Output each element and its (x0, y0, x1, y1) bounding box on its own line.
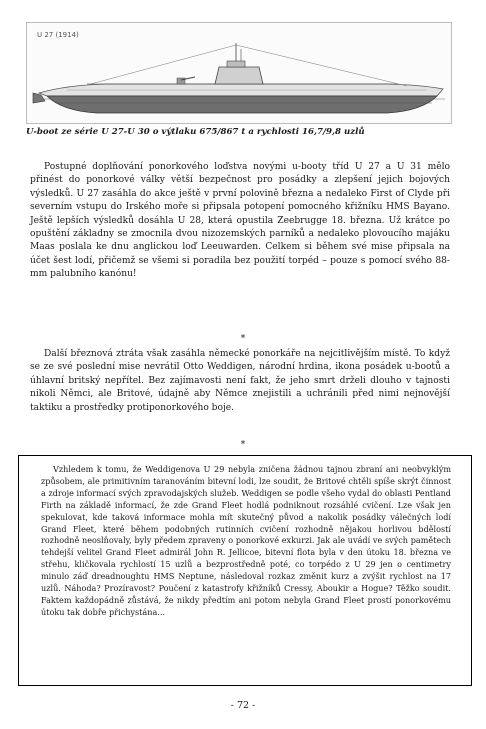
figure-label: U 27 (1914) (37, 31, 79, 39)
section-separator: * (240, 334, 246, 344)
paragraph-1: Postupné doplňování ponorkového loďstva novými u-booty tříd U 27 a U 31 mělo přinést do ponorkové války větší bezpečnost pro posádky a zlepšení jejich bojových výsledků. U 27 zasáhla do akce ještě v první polovině března a nedaleko First of Clyde při severním vstupu do Irského moře si připsala potopení pomocného křižníku HMS Bayano. Ještě lepších výsledků dosáhla U 28, která opustila Zeebrugge 18. března. Už krátce po opuštění základny se zmocnila dvou nizozemských parníků a nedaleko plovoucího majáku Maas poslala ke dnu anglickou loď Leeuwarden. Celkem si během své mise připsala na účet šest lodí, přičemž se všemi si poradila bez použití torpéd – pouze s pomocí svého 88-mm palubního kanónu! (30, 162, 450, 280)
submarine-drawing (27, 23, 453, 125)
section-separator: * (240, 440, 246, 450)
sidebar-box (18, 455, 472, 686)
sidebar-text: Vzhledem k tomu, že Weddigenova U 29 nebyla zničena žádnou tajnou zbraní ani neobvyklým způsobem, ale primitivním taranováním bitevní lodi, lze soudit, že Britové chtěli spíše skrýt činnost a zdroje informací svých zpravodajských služeb. Weddigen se podle všeho vydal do oblasti Pentland Firth na základě informací, že zde Grand Fleet hodlá podniknout rozsáhlé cvičení. Lze však jen spekulovat, kde taková informace mohla mít skutečný původ a nakolik posádky válečných lodí Grand Fleet, které během podobných rutinních cvičení rozhodně nějakou horlivou bdělostí rozhodně neoslňovaly, byly předem zpraveny o ponorkové exkurzi. Jak ale uvádí ve svých pamětech tehdejší velitel Grand Fleet admirál John R. Jellicoe, bitevní flota byla v den útoku 18. března ve střehu, kličkovala rychlostí 15 uzlů a bezprostředně poté, co torpédo z U 29 jen o centimetry minulo záď dreadnoughtu HMS Neptune, následoval rozkaz změnit kurz a zvýšit rychlost na 17 uzlů. Náhoda? Prozíravost? Poučení z katastrofy křižníků Cressy, Aboukir a Hogue? Těžko soudit. Faktem každopádně zůstává, že nikdy předtím ani potom nebyla Grand Fleet prostí ponorkovému útoku tak dobře přichystána... (41, 464, 451, 617)
paragraph-2: Další březnová ztráta však zasáhla německé ponorkáře na nejcitlivějším místě. To když se ze své poslední mise nevrátil Otto Weddigen, národní hrdina, ikona posádek u-bootů a úhlavní britský nepřítel. Bez zajímavosti není fakt, že jeho smrt drželi dlouho v tajnosti nikoli Němci, ale Britové, údajně aby Němce znejistili a uchránili před nimi nejnovější taktiku a prostředky protiponorkového boje. (30, 349, 450, 413)
page-number: - 72 - (230, 700, 256, 711)
hull-lower (47, 96, 437, 113)
figure-caption: U-boot ze série U 27-U 30 o výtlaku 675/867 t a rychlosti 16,7/9,8 uzlů (26, 127, 365, 137)
submarine-figure (26, 22, 452, 124)
conning-tower (215, 67, 263, 84)
